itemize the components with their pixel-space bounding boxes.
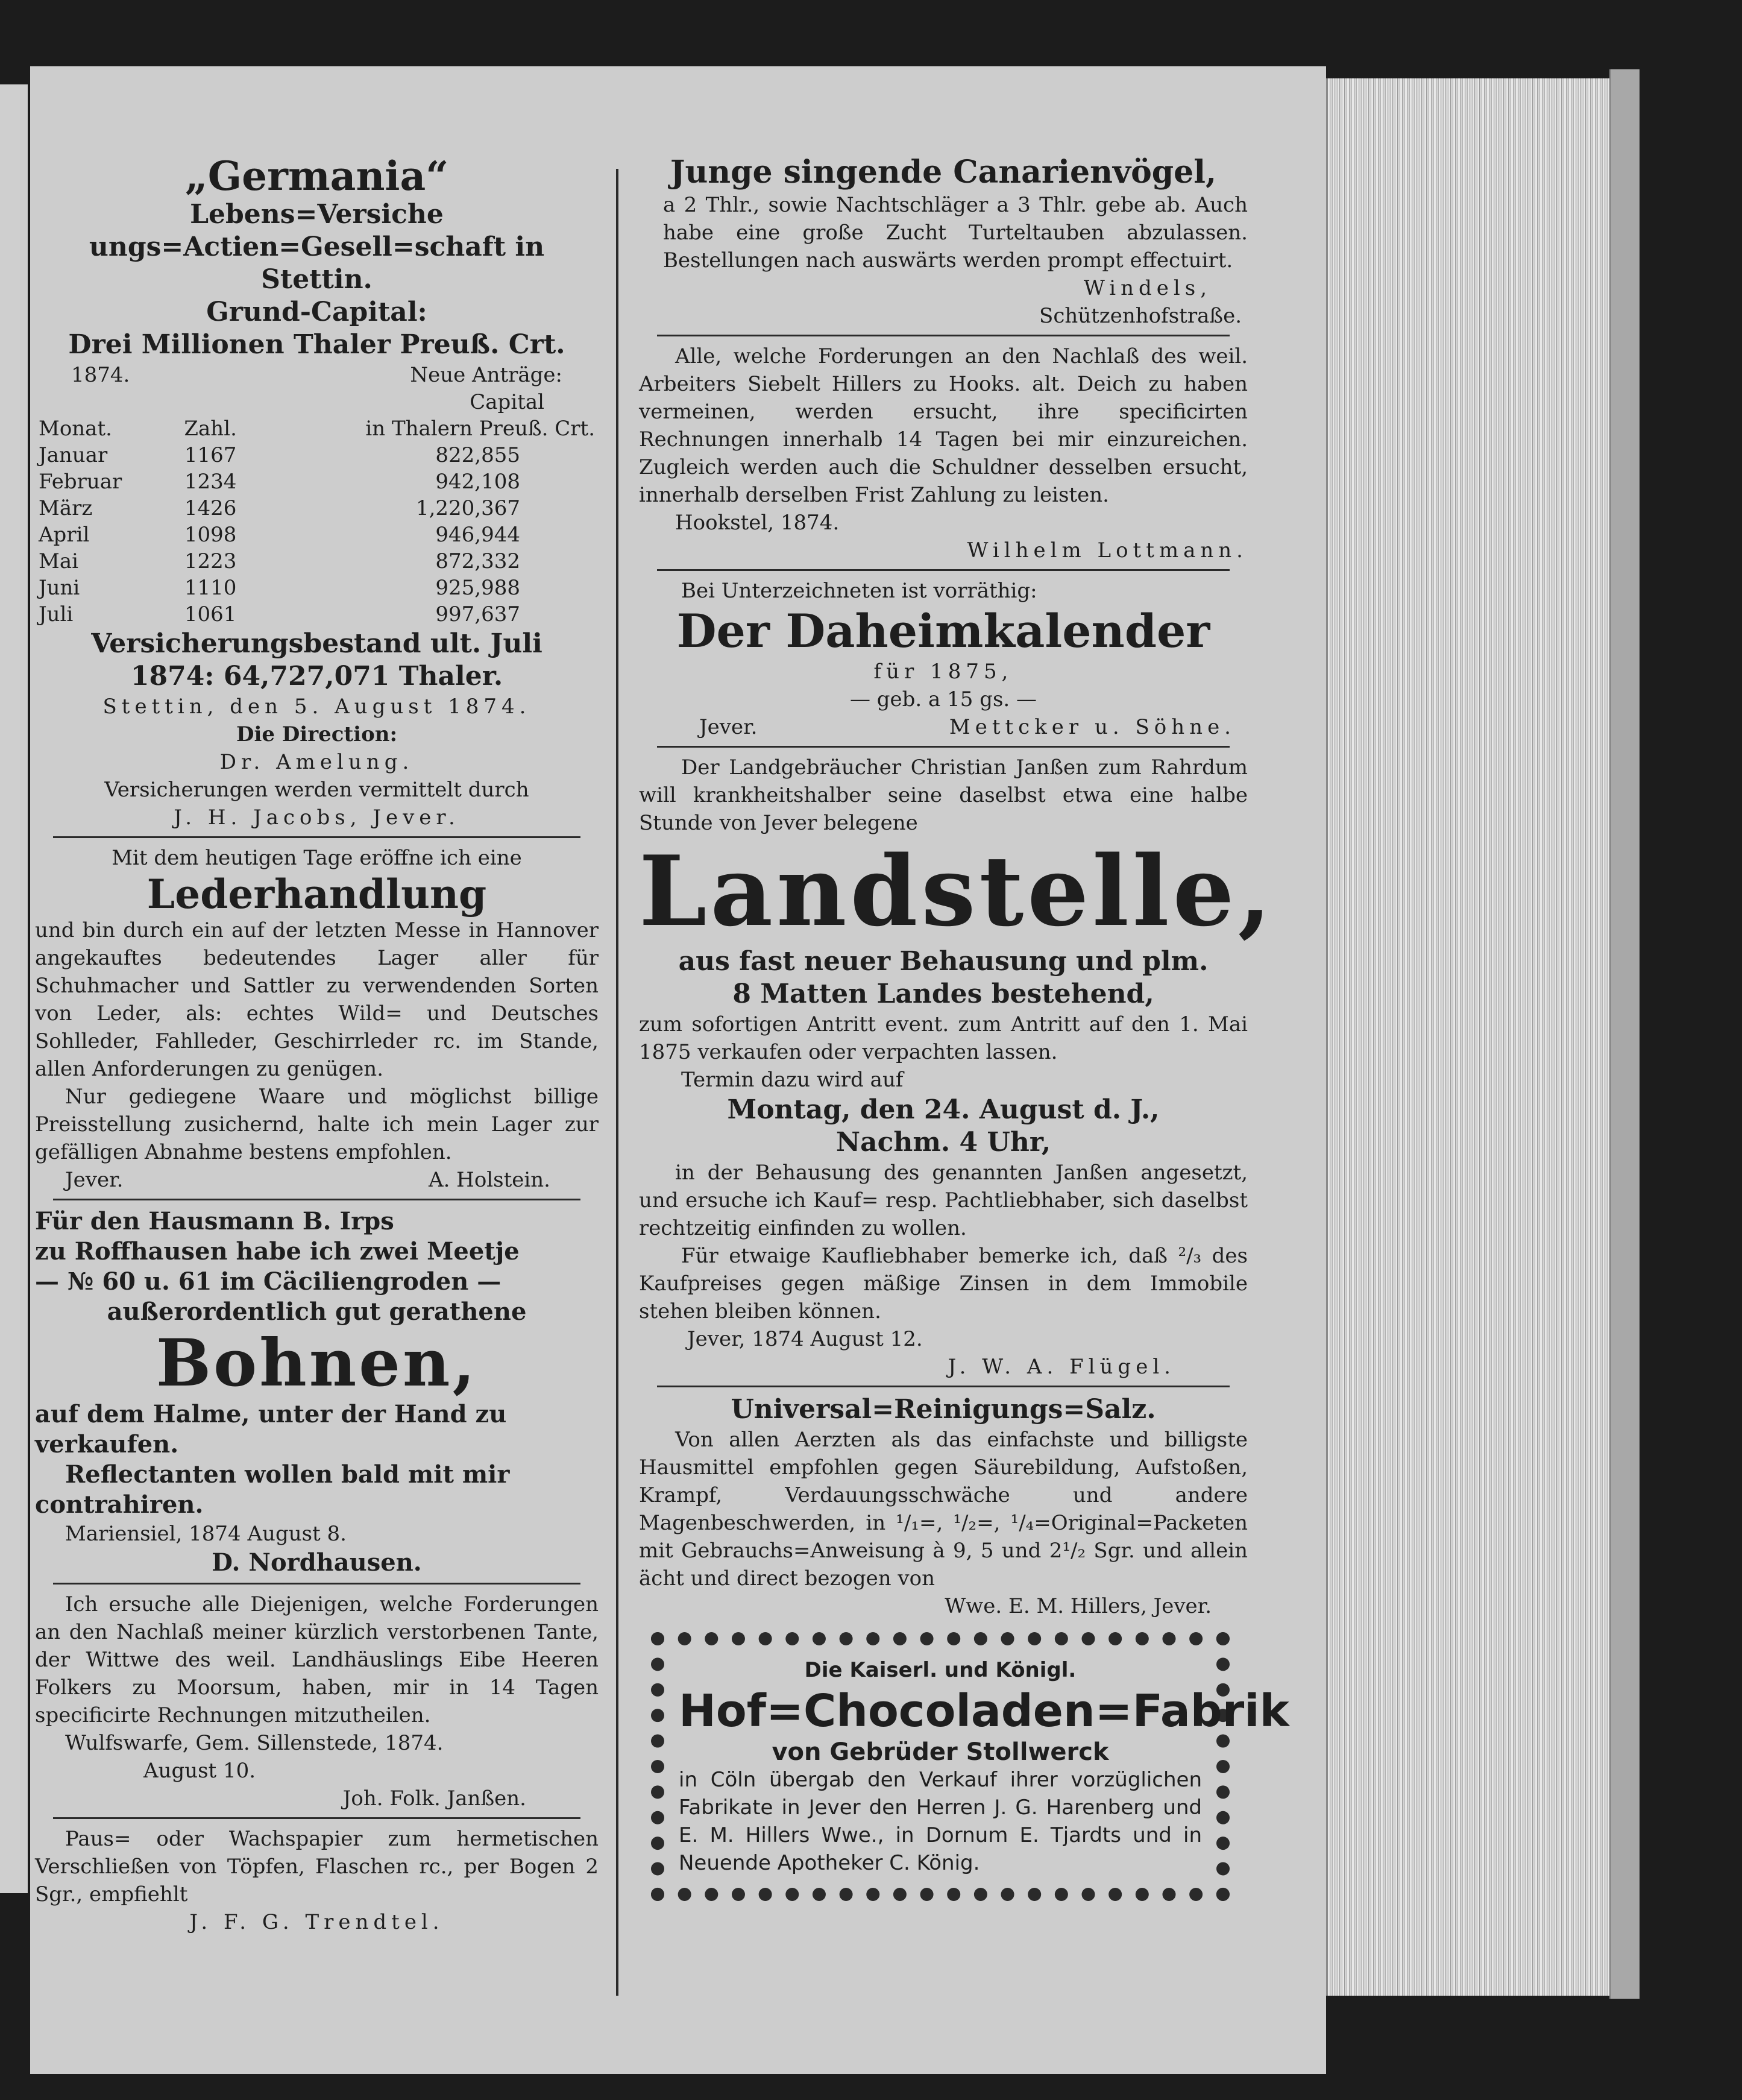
cell-month: Juli [39,602,74,626]
cell-month: Januar [39,443,108,467]
cell-amount: 997,637 [435,602,520,626]
cell-month: März [39,496,93,520]
leder-title: Lederhandlung [146,871,487,918]
bohnen-line5: auf dem Halme, unter der Hand zu verkaufen. [35,1400,507,1458]
cell-month: Mai [39,549,78,573]
germania-agent: J. H. Jacobs, Jever. [174,806,460,830]
canarien-signer: Windels, [1083,276,1212,300]
heeren-dateline: Wulfswarfe, Gem. Sillenstede, 1874. [65,1731,444,1755]
daheim-year: für 1875, [873,660,1013,684]
landstelle-date1: Montag, den 24. August d. J., [727,1094,1160,1125]
cell-count: 1223 [184,549,237,573]
ad-landstelle [639,754,1275,1381]
landstelle-sub1: aus fast neuer Behausung und plm. [678,946,1209,977]
cell-amount: 1,220,367 [415,496,520,520]
ad-separator [53,1583,580,1584]
ad-separator [657,335,1230,336]
leder-place: Jever. [65,1168,124,1192]
daheim-price: — geb. a 15 gs. — [849,687,1037,711]
salz-title: Universal=Reinigungs=Salz. [731,1394,1156,1425]
cell-count: 1061 [184,602,237,626]
salz-body: Von allen Aerzten als das einfachste und billigste Hausmittel empfohlen gegen Säurebildung, Aufstoßen, Krampf, Verdauungsschwäche und andere Magenbeschwerden, in ¹/₁=, ¹/₂=, ¹/₄=Original=Packeten mit Gebrauchs=Anweisung à 9, 5 und 2¹/₂ Sgr. und allein ächt und direct bezogen von [639,1428,1248,1591]
germania-subtitle: Lebens=Versiche ungs=Actien=Gesell=schaft in Stettin. [89,199,545,295]
canarien-title: Junge singende Canarienvögel, [670,154,1217,191]
landstelle-sub2: 8 Matten Landes bestehend, [732,979,1154,1009]
leder-body: und bin durch ein auf der letzten Messe in Hannover angekauftes bedeutendes Lager aller für Schuhmacher und Sattler zu verwendenden Sorten von Leder, als: echtes Wild= und Deutsches Sohlleder, Fahlleder, Geschirrleder rc. im Stande, allen Anforderungen zu genügen. [35,918,599,1081]
bohnen-line3: — № 60 u. 61 im Cäciliengroden — [35,1267,502,1296]
table-row [35,575,599,601]
cell-amount: 872,332 [435,549,520,573]
book-page-edges [1326,78,1611,1996]
germania-table [35,389,599,628]
daheim-intro: Bei Unterzeichneten ist vorräthig: [681,579,1037,603]
table-row [35,495,599,522]
stollwerck-body: in Cöln übergab den Verkauf ihrer vorzüglichen Fabrikate in Jever den Herren J. G. Harenberg und E. M. Hillers Wwe., in Dornum E. Tjardts und in Neuende Apotheker C. König. [679,1768,1202,1875]
ad-separator [53,1817,580,1819]
germania-capital-value: Drei Millionen Thaler Preuß. Crt. [68,329,565,360]
cell-month: Februar [39,470,122,494]
leder-body2: Nur gediegene Waare und möglichst billige Preisstellung zusichernd, halte ich mein Lager zur gefälligen Abnahme bestens empfohlen. [35,1085,599,1164]
cell-amount: 942,108 [435,470,520,494]
hillers-signer: Wilhelm Lottmann. [967,538,1248,563]
book-cover-edge [1609,69,1640,1999]
ad-separator [657,746,1230,748]
ad-separator [657,569,1230,571]
landstelle-body3: Für etwaige Kaufliebhaber bemerke ich, daß ²/₃ des Kaufpreises gegen mäßige Zinsen in dem Immobile stehen bleiben können. [639,1244,1248,1323]
germania-col-count: Zahl. [184,417,237,441]
ad-hillers [639,342,1248,564]
bohnen-line1: Für den Hausmann B. Irps [35,1207,394,1235]
ad-lederhandlung [35,844,599,1194]
germania-title: „Germania“ [184,153,449,200]
ad-bohnen [35,1206,599,1578]
stollwerck-line1: Die Kaiserl. und Königl. [804,1658,1077,1682]
ad-nachlass-heeren [35,1591,599,1812]
heeren-date2: August 10. [143,1759,256,1783]
bohnen-line2: zu Roffhausen habe ich zwei Meetje [35,1237,520,1266]
landstelle-body2: in der Behausung des genannten Janßen angesetzt, und ersuche ich Kauf= resp. Pachtliebhaber, sich daselbst rechtzeitig einfinden zu wollen. [639,1161,1248,1240]
papier-signer: J. F. G. Trendtel. [189,1910,444,1934]
cell-count: 1167 [184,443,237,467]
leder-signer: A. Holstein. [429,1168,550,1192]
landstelle-date2: Nachm. 4 Uhr, [835,1127,1051,1158]
ad-canarien [639,154,1248,330]
table-row [35,601,599,628]
germania-col-capital: Capital [470,390,544,414]
germania-direction: Die Direction: [236,722,398,746]
bohnen-line4: außerordentlich gut gerathene [107,1298,527,1326]
germania-col-amount: in Thalern Preuß. Crt. [365,417,595,441]
ad-daheimkalender [639,577,1248,741]
canarien-street: Schützenhofstraße. [1039,304,1242,328]
bohnen-dateline: Mariensiel, 1874 August 8. [65,1522,347,1546]
germania-new-applications: Neue Anträge: [410,363,562,387]
hillers-dateline: Hookstel, 1874. [675,511,840,535]
germania-dateline: Stettin, den 5. August 1874. [102,695,531,719]
column-divider [616,169,618,1996]
ad-papier [35,1825,599,1936]
daheim-title: Der Daheimkalender [676,604,1210,658]
ad-separator [657,1386,1230,1387]
landstelle-dateline: Jever, 1874 August 12. [687,1327,923,1351]
table-row [35,548,599,575]
cell-amount: 946,944 [435,523,520,547]
germania-year: 1874. [71,363,130,387]
papier-body: Paus= oder Wachspapier zum hermetischen Verschließen von Töpfen, Flaschen rc., per Bogen 2 Sgr., empfiehlt [35,1827,599,1906]
bohnen-line6: Reflectanten wollen bald mit mir contrahiren. [35,1460,510,1519]
left-column [35,154,599,1936]
heeren-body: Ich ersuche alle Diejenigen, welche Forderungen an den Nachlaß meiner kürzlich verstorbenen Tante, der Wittwe des weil. Landhäuslings Eibe Heeren Folkers zu Moorsum, haben, mir in 14 Tagen specificirte Rechnungen mitzutheilen. [35,1592,599,1727]
stollwerck-line2: von Gebrüder Stollwerck [772,1738,1109,1766]
ad-germania [35,154,599,831]
germania-capital-label: Grund-Capital: [206,297,427,327]
leder-intro: Mit dem heutigen Tage eröffne ich eine [112,846,522,870]
germania-agent-note: Versicherungen werden vermittelt durch [104,778,529,802]
ad-separator [53,836,580,838]
ad-separator [53,1199,580,1200]
germania-director: Dr. Amelung. [219,750,414,774]
landstelle-intro: Der Landgebräucher Christian Janßen zum Rahrdum will krankheitshalber seine daselbst etwa eine halbe Stunde von Jever belegene [639,755,1248,835]
stollwerck-title: Hof=Chocoladen=Fabrik [679,1685,1289,1737]
table-row [35,522,599,548]
landstelle-termin: Termin dazu wird auf [681,1068,904,1092]
previous-page-edge [0,84,28,1893]
canarien-body: a 2 Thlr., sowie Nachtschläger a 3 Thlr. gebe ab. Auch habe eine große Zucht Turteltauben abzulassen. Bestellungen nach auswärts werden prompt effectuirt. [663,193,1248,273]
right-column [639,154,1289,1901]
ad-stollwerck-frame [651,1632,1289,1901]
cell-amount: 822,855 [435,443,520,467]
germania-total-line2: 1874: 64,727,071 Thaler. [130,661,503,692]
cell-count: 1110 [184,576,237,600]
cell-count: 1234 [184,470,237,494]
cell-count: 1426 [184,496,237,520]
cell-month: April [39,523,90,547]
landstelle-body1: zum sofortigen Antritt event. zum Antritt auf den 1. Mai 1875 verkaufen oder verpachten lassen. [639,1012,1248,1064]
landstelle-signer: J. W. A. Flügel. [948,1355,1175,1379]
daheim-place: Jever. [699,715,758,739]
germania-total-line1: Versicherungsbestand ult. Juli [91,628,542,659]
heeren-signer: Joh. Folk. Janßen. [342,1786,526,1811]
germania-col-month: Monat. [39,417,112,441]
table-row [35,468,599,495]
salz-signer: Wwe. E. M. Hillers, Jever. [945,1594,1212,1618]
cell-month: Juni [39,576,80,600]
bohnen-title: Bohnen, [156,1325,478,1401]
daheim-signer: Mettcker u. Söhne. [949,715,1236,739]
landstelle-title: Landstelle, [639,834,1275,948]
cell-count: 1098 [184,523,237,547]
bohnen-signer: D. Nordhausen. [212,1548,422,1577]
hillers-body: Alle, welche Forderungen an den Nachlaß des weil. Arbeiters Siebelt Hillers zu Hooks. alt. Deich zu haben vermeinen, werden ersucht, ihre specificirten Rechnungen innerhalb 14 Tagen bei mir einzureichen. Zugleich werden auch die Schuldner desselben ersucht, innerhalb derselben Frist Zahlung zu leisten. [639,344,1248,507]
cell-amount: 925,988 [435,576,520,600]
ad-reinigungssalz [639,1393,1248,1620]
table-row [35,442,599,468]
